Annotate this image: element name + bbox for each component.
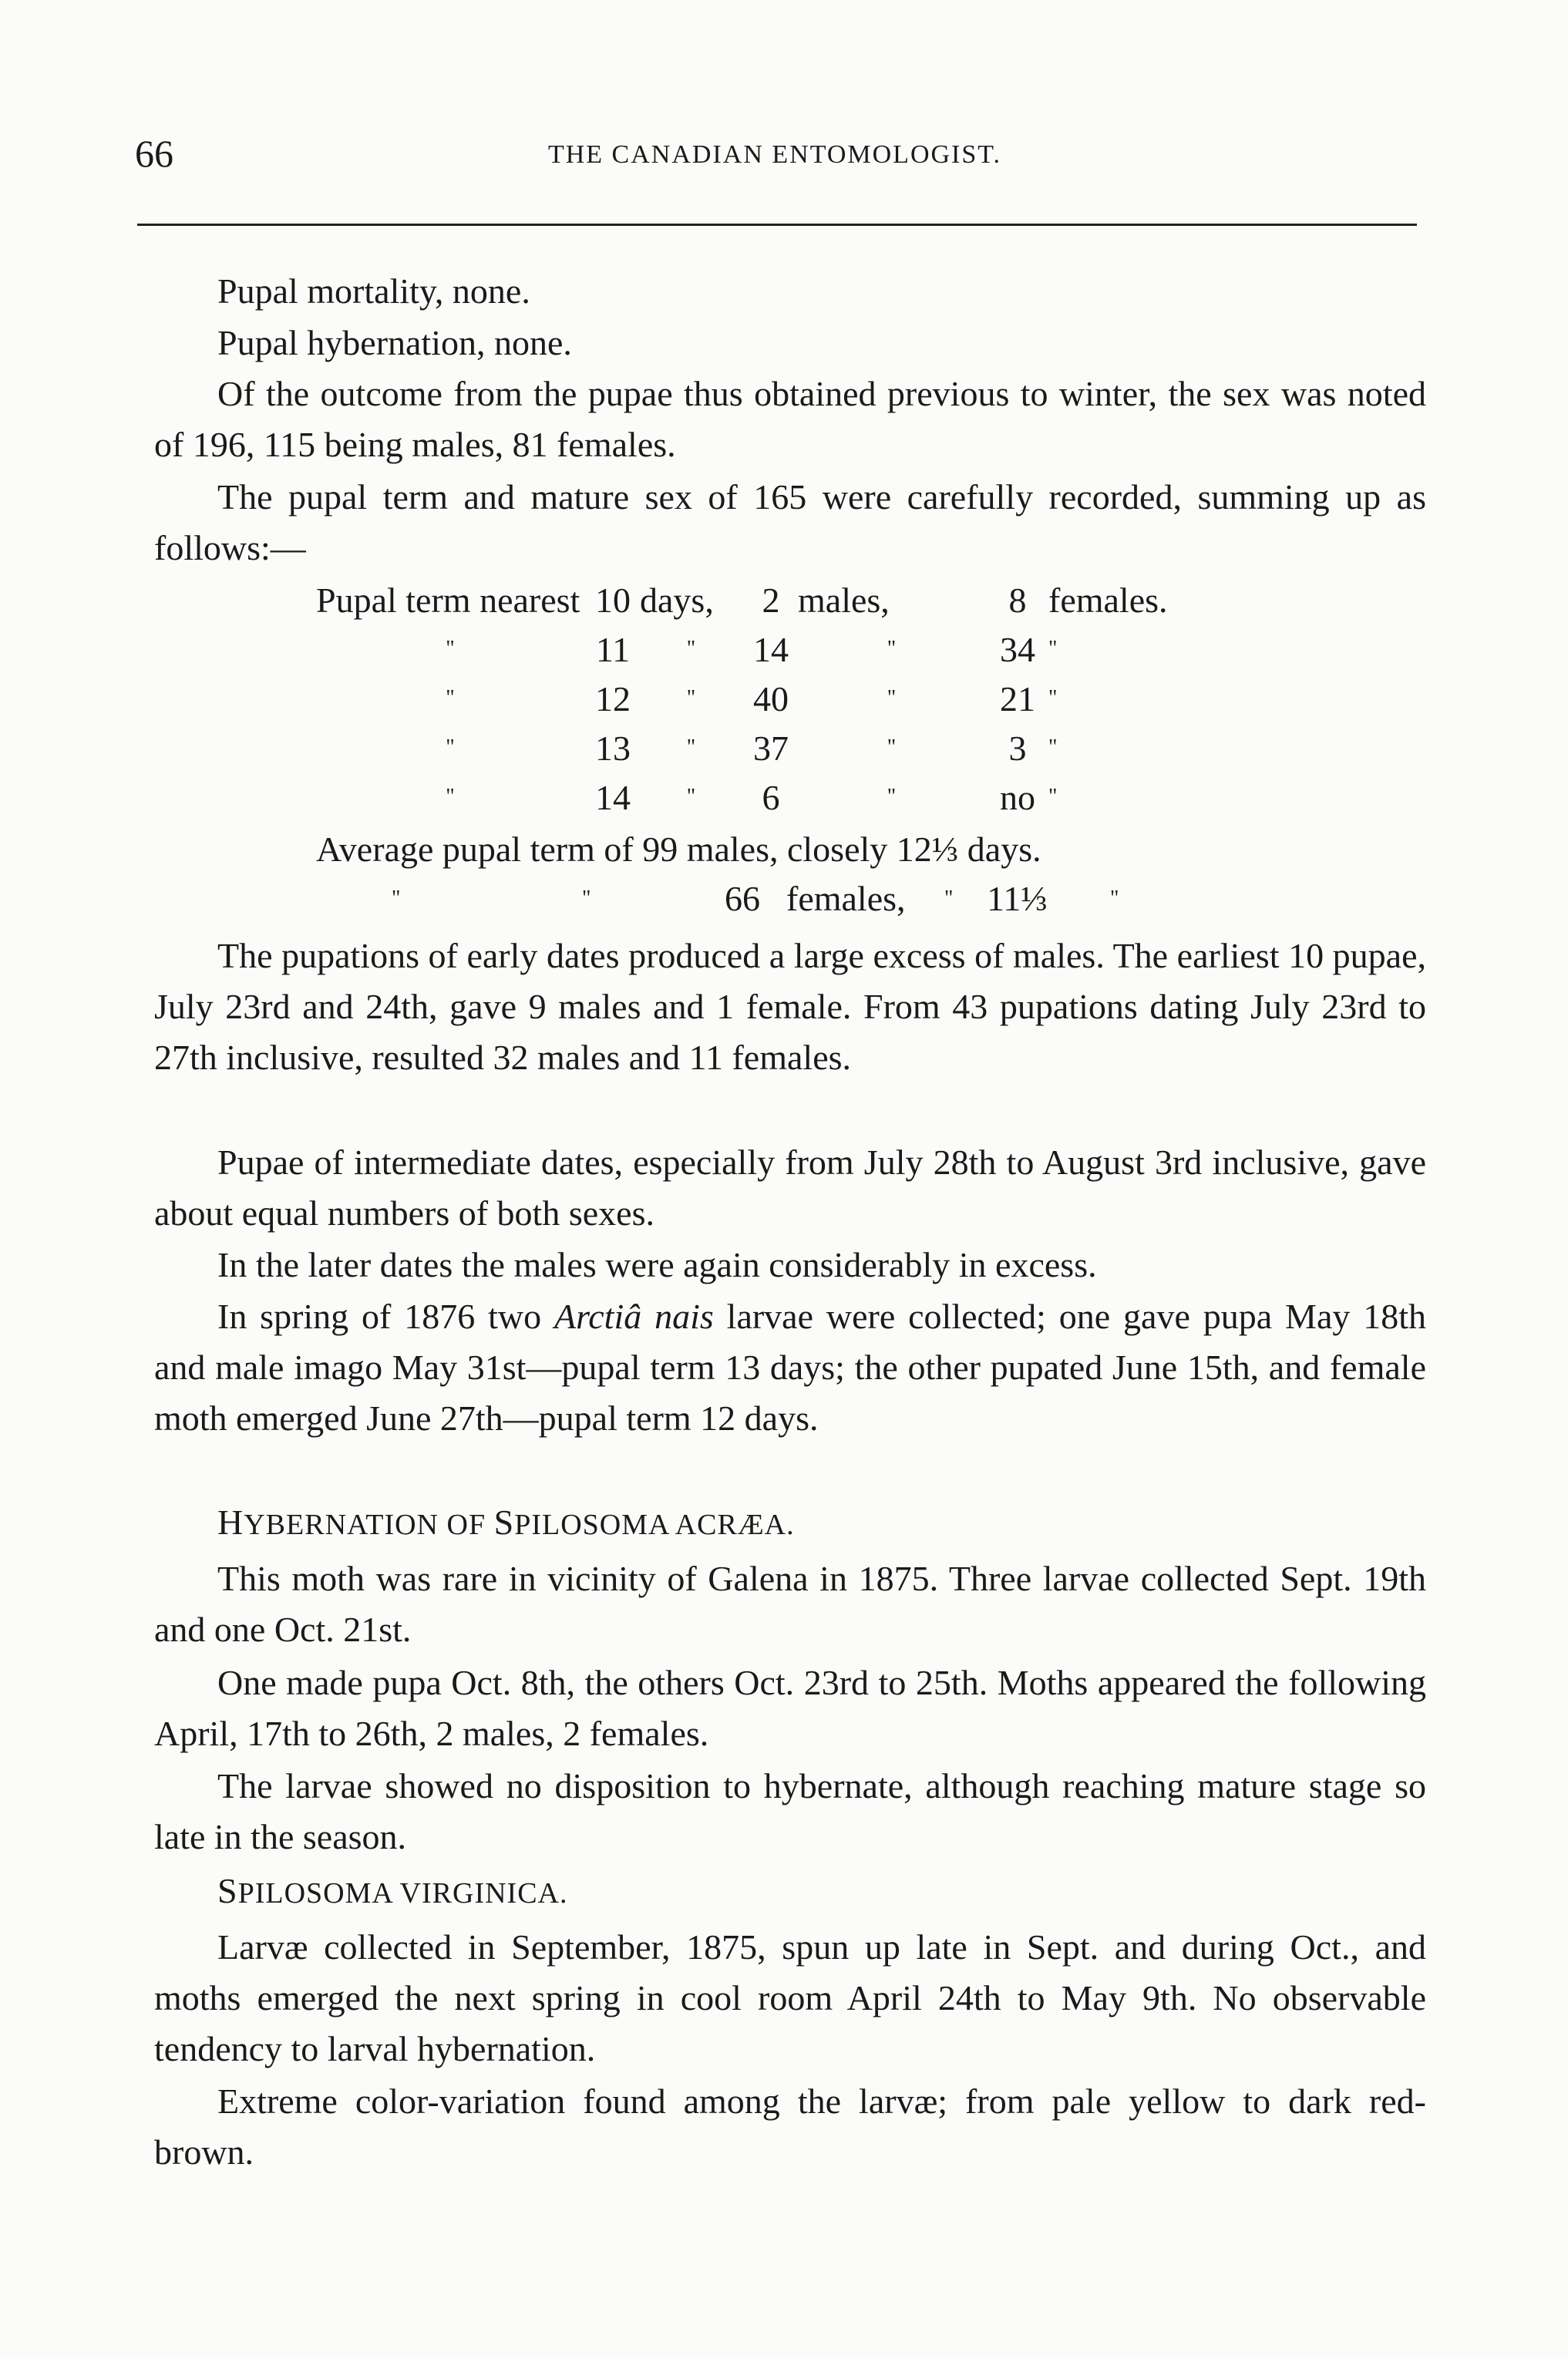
paragraph-color-variation: Extreme color-variation found among the larvæ; from pale yellow to dark red-brown. — [154, 2081, 1426, 2172]
ditto-mark: " — [686, 686, 698, 710]
females-value: no — [1000, 777, 1035, 817]
average-males-line: Average pupal term of 99 males, closely 12⅓ days. — [316, 830, 1041, 869]
ditto-mark: " — [392, 887, 402, 910]
females-value: 34 — [1000, 629, 1035, 669]
days-unit: days, — [640, 580, 714, 620]
females-value: 3 — [1008, 728, 1027, 768]
page-number: 66 — [135, 132, 173, 175]
running-head: THE CANADIAN ENTOMOLOGIST. — [547, 140, 1002, 169]
paragraph-intermediate-dates: Pupae of intermediate dates, especially from July 28th to August 3rd inclusive, gave about equal numbers of both sexes. — [154, 1142, 1426, 1233]
ditto-mark: " — [446, 785, 456, 809]
paragraph-galena: This moth was rare in vicinity of Galena in 1875. Three larvae collected Sept. 19th and one Oct. 21st. — [154, 1559, 1426, 1649]
table-row — [316, 575, 1187, 624]
days-value: 12 — [595, 678, 631, 718]
table-row — [316, 723, 1187, 772]
average-females-sex: females, — [786, 879, 906, 918]
ditto-mark: " — [944, 887, 955, 910]
paragraph-early-dates: The pupations of early dates produced a large excess of males. The earliest 10 pupae, July 23rd and 24th, gave 9 males and 1 female. From 43 pupations dating July 23rd to 27th inclusive, resulted 32 males and 11 females. — [154, 936, 1426, 1077]
average-females-count: 66 — [725, 879, 760, 918]
ditto-mark: " — [887, 686, 898, 710]
days-value: 11 — [595, 629, 631, 669]
section-heading-spilosoma-virginica: SPILOSOMA VIRGINICA. — [217, 1871, 568, 1910]
males-value: 14 — [753, 629, 789, 669]
paragraph-larvae-september: Larvæ collected in September, 1875, spun up late in Sept. and during Oct., and moths emerged the next spring in cool room April 24th to May 9th. No observable tendency to larval hybernation. — [154, 1927, 1426, 2068]
ditto-mark: " — [1048, 686, 1059, 710]
males-unit: males, — [798, 580, 890, 620]
ditto-mark: " — [1110, 887, 1121, 910]
ditto-mark: " — [887, 637, 898, 661]
average-females-line — [316, 874, 1241, 924]
days-value: 14 — [595, 777, 631, 817]
species-name: Arctiâ nais — [554, 1297, 714, 1336]
table-row — [316, 674, 1187, 723]
section-heading-spilosoma-acraea: HYBERNATION OF SPILOSOMA ACRÆA. — [217, 1503, 795, 1542]
paragraph-pupal-term: The pupal term and mature sex of 165 were carefully recorded, summing up as follows:— — [154, 477, 1426, 567]
males-value: 2 — [762, 580, 780, 620]
pupal-term-table — [316, 575, 1187, 822]
paragraph-pupa-october: One made pupa Oct. 8th, the others Oct. 23rd to 25th. Moths appeared the following April, 17th to 26th, 2 males, 2 females. — [154, 1663, 1426, 1753]
ditto-mark: " — [446, 735, 456, 759]
days-value: 13 — [595, 728, 631, 768]
average-females-value: 11⅓ — [987, 879, 1048, 918]
ditto-mark: " — [887, 785, 898, 809]
page-header — [135, 131, 1415, 177]
ditto-mark: " — [1048, 785, 1059, 809]
paragraph-pupal-mortality: Pupal mortality, none. — [217, 271, 530, 311]
males-value: 6 — [762, 777, 780, 817]
ditto-mark: " — [582, 887, 593, 910]
males-value: 37 — [753, 728, 789, 768]
paragraph-pupal-hybernation: Pupal hybernation, none. — [217, 323, 572, 362]
paragraph-no-hybernation: The larvae showed no disposition to hybernate, although reaching mature stage so late in the season. — [154, 1766, 1426, 1856]
ditto-mark: " — [446, 686, 456, 710]
ditto-mark: " — [446, 637, 456, 661]
males-value: 40 — [753, 678, 789, 718]
females-unit: females. — [1048, 580, 1168, 620]
table-row — [316, 624, 1187, 674]
paragraph-outcome: Of the outcome from the pupae thus obtained previous to winter, the sex was noted of 196, 115 being males, 81 females. — [154, 374, 1426, 464]
ditto-mark: " — [686, 637, 698, 661]
ditto-mark: " — [887, 735, 898, 759]
ditto-mark: " — [1048, 637, 1059, 661]
table-row — [316, 772, 1187, 822]
paragraph-arctia-nais: In spring of 1876 two Arctiâ nais larvae were collected; one gave pupa May 18th and male imago May 31st—pupal term 13 days; the other pupated June 15th, and female moth emerged June 27th—pupal term 12 days. — [154, 1297, 1427, 1438]
header-rule — [137, 224, 1417, 226]
females-value: 8 — [1008, 580, 1027, 620]
females-value: 21 — [1000, 678, 1035, 718]
ditto-mark: " — [686, 735, 698, 759]
days-value: 10 — [595, 580, 631, 620]
ditto-mark: " — [686, 785, 698, 809]
paragraph-later-dates: In the later dates the males were again considerably in excess. — [217, 1245, 1097, 1284]
row-label: Pupal term nearest — [316, 580, 580, 620]
ditto-mark: " — [1048, 735, 1059, 759]
